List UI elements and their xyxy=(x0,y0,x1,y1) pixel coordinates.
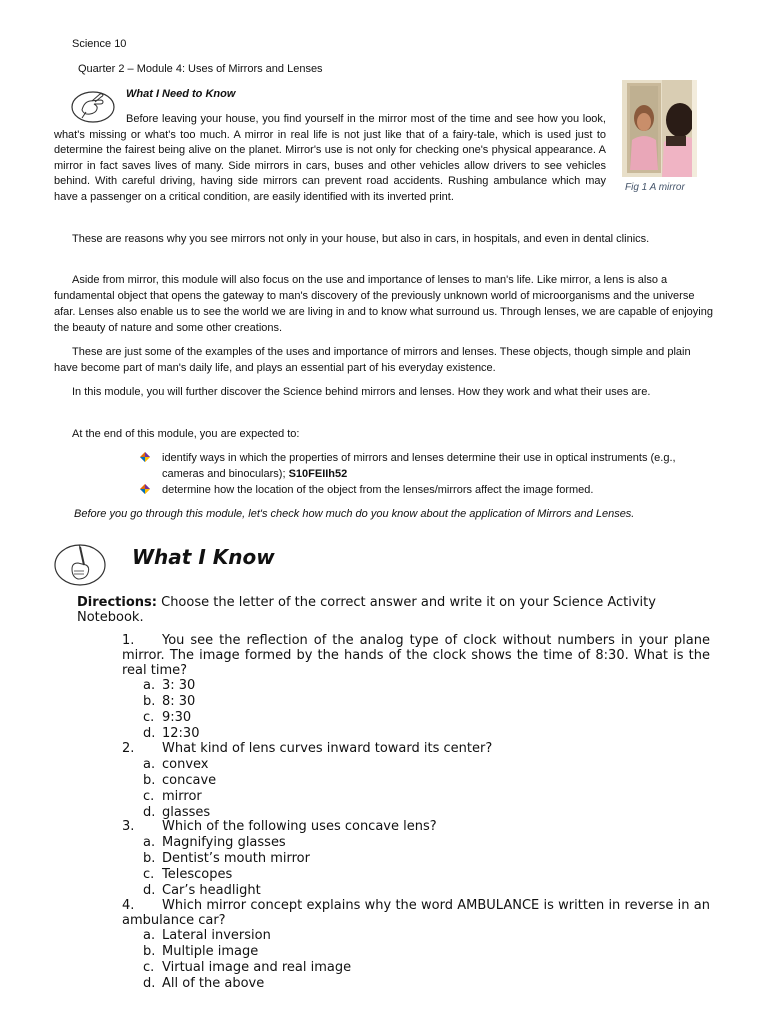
answer-option xyxy=(143,789,710,805)
answer-option xyxy=(143,960,710,976)
answer-options xyxy=(122,928,710,992)
answer-option xyxy=(143,928,710,944)
directions-text: Choose the letter of the correct answer and write it on your Science Activity Notebook. xyxy=(77,595,656,625)
answer-option xyxy=(143,694,710,710)
question-text: Which mirror concept explains why the word AMBULANCE is written in reverse in an ambulance car? xyxy=(122,897,710,928)
option-text: Virtual image and real image xyxy=(162,960,352,976)
question xyxy=(122,742,710,757)
option-letter: b. xyxy=(143,851,156,867)
answer-option xyxy=(143,757,710,773)
option-text: convex xyxy=(162,756,209,772)
intro-paragraph: Before leaving your house, you find yourself in the mirror most of the time and see how you look, what's missing or what's too much. A mirror in real life is not just like that of a fairy-tale, which is used just to determine the fairest being alive on the planet. Mirror's use is not only for checking one's physical appearance. A mirror in fact saves lives of many. Side mirrors in cars, buses and other vehicles allow drivers to see vehicles behind. With careful driving, having side mirrors can prevent road accidents. Rushing ambulance which may have a passenger on a critical condition, are easily identified with its inverted print. xyxy=(54,113,606,203)
option-text: Magnifying glasses xyxy=(162,835,286,851)
question xyxy=(122,820,710,835)
answer-option xyxy=(143,944,710,960)
answer-option xyxy=(143,883,710,899)
figure-caption: Fig 1 A mirror xyxy=(625,182,685,193)
directions xyxy=(77,595,709,625)
option-letter: c. xyxy=(143,788,155,804)
paragraph-discover: In this module, you will further discover the Science behind mirrors and lenses. How they work and what their uses are. xyxy=(72,386,651,398)
answer-option xyxy=(143,678,710,694)
hand-pencil-icon xyxy=(54,543,106,587)
option-letter: c. xyxy=(143,960,155,976)
paragraph-mirrors-reasons: These are reasons why you see mirrors not only in your house, but also in cars, in hospitals, and even in dental clinics. xyxy=(72,233,650,245)
answer-option xyxy=(143,726,710,742)
option-letter: a. xyxy=(143,835,156,851)
section-title-need-to-know: What I Need to Know xyxy=(126,88,236,100)
question xyxy=(122,634,710,678)
option-letter: a. xyxy=(143,756,156,772)
section-title-what-i-know: What I Know xyxy=(132,545,275,569)
objective-item xyxy=(140,450,702,482)
answer-option xyxy=(143,976,710,992)
question-text: You see the reflection of the analog type of clock without numbers in your plane mirror. The image formed by the hands of the clock shows the time of 8:30. What is the real time? xyxy=(122,633,710,678)
answer-option xyxy=(143,867,710,883)
option-text: Dentist’s mouth mirror xyxy=(162,851,310,867)
competency-code: S10FEIIh52 xyxy=(288,468,348,480)
option-text: 3: 30 xyxy=(162,678,196,694)
objective-item xyxy=(140,482,702,498)
option-letter: d. xyxy=(143,976,156,992)
diamond-bullet-icon xyxy=(140,451,150,461)
option-letter: d. xyxy=(143,804,156,820)
answer-option xyxy=(143,710,710,726)
option-text: 8: 30 xyxy=(162,694,196,710)
option-text: Lateral inversion xyxy=(162,928,271,944)
question-number: 4. xyxy=(122,897,135,913)
option-text: All of the above xyxy=(162,976,265,992)
paragraph-examples: These are just some of the examples of the uses and importance of mirrors and lenses. These objects, though simple and plain have become part of man's daily life, and plays an essential part of his everyday existence. xyxy=(54,346,691,374)
answer-option xyxy=(143,851,710,867)
option-letter: b. xyxy=(143,694,156,710)
objective-text: identify ways in which the properties of mirrors and lenses determine their use in optical instruments (e.g., cameras and binoculars); xyxy=(162,452,676,480)
option-text: 9:30 xyxy=(162,710,192,726)
question-text: What kind of lens curves inward toward its center? xyxy=(162,741,493,757)
answer-option xyxy=(143,835,710,851)
option-letter: c. xyxy=(143,710,155,726)
option-letter: d. xyxy=(143,882,156,898)
option-text: Car’s headlight xyxy=(162,882,261,898)
module-header: Quarter 2 – Module 4: Uses of Mirrors and Lenses xyxy=(78,63,323,75)
option-letter: b. xyxy=(143,944,156,960)
option-letter: c. xyxy=(143,867,155,883)
option-text: mirror xyxy=(162,788,202,804)
subject-header: Science 10 xyxy=(72,38,127,50)
option-text: Multiple image xyxy=(162,944,259,960)
option-text: concave xyxy=(162,772,217,788)
answer-options xyxy=(122,835,710,899)
option-letter: a. xyxy=(143,928,156,944)
objective-text: determine how the location of the object from the lenses/mirrors affect the image formed. xyxy=(162,484,594,496)
diamond-bullet-icon xyxy=(140,483,150,493)
option-text: Telescopes xyxy=(162,867,233,883)
option-text: glasses xyxy=(162,804,211,820)
mirror-photo xyxy=(622,80,697,177)
question-number: 2. xyxy=(122,741,135,757)
question-number: 3. xyxy=(122,819,135,835)
question-text: Which of the following uses concave lens? xyxy=(162,819,437,835)
answer-options xyxy=(122,678,710,742)
option-letter: b. xyxy=(143,772,156,788)
pretest-note: Before you go through this module, let's check how much do you know about the application of Mirrors and Lenses. xyxy=(74,508,635,520)
paragraph-lenses: Aside from mirror, this module will also focus on the use and importance of lenses to man's life. Like mirror, a lens is also a fundamental object that opens the gateway to man's discovery of the previously unknown world of microorganisms and the universe afar. Lenses also enable us to see the world we are living in and to know what surround us. Through lenses, we are capable of enjoying the beauty of nature and some other creations. xyxy=(54,274,713,334)
option-letter: a. xyxy=(143,678,156,694)
paragraph-expected: At the end of this module, you are expected to: xyxy=(72,428,300,440)
answer-option xyxy=(143,805,710,821)
answer-options xyxy=(122,757,710,821)
question-number: 1. xyxy=(122,633,135,648)
answer-option xyxy=(143,773,710,789)
directions-label: Directions: xyxy=(77,595,157,610)
quiz-list xyxy=(122,634,710,992)
option-letter: d. xyxy=(143,726,156,742)
question xyxy=(122,899,710,929)
option-text: 12:30 xyxy=(162,726,200,742)
